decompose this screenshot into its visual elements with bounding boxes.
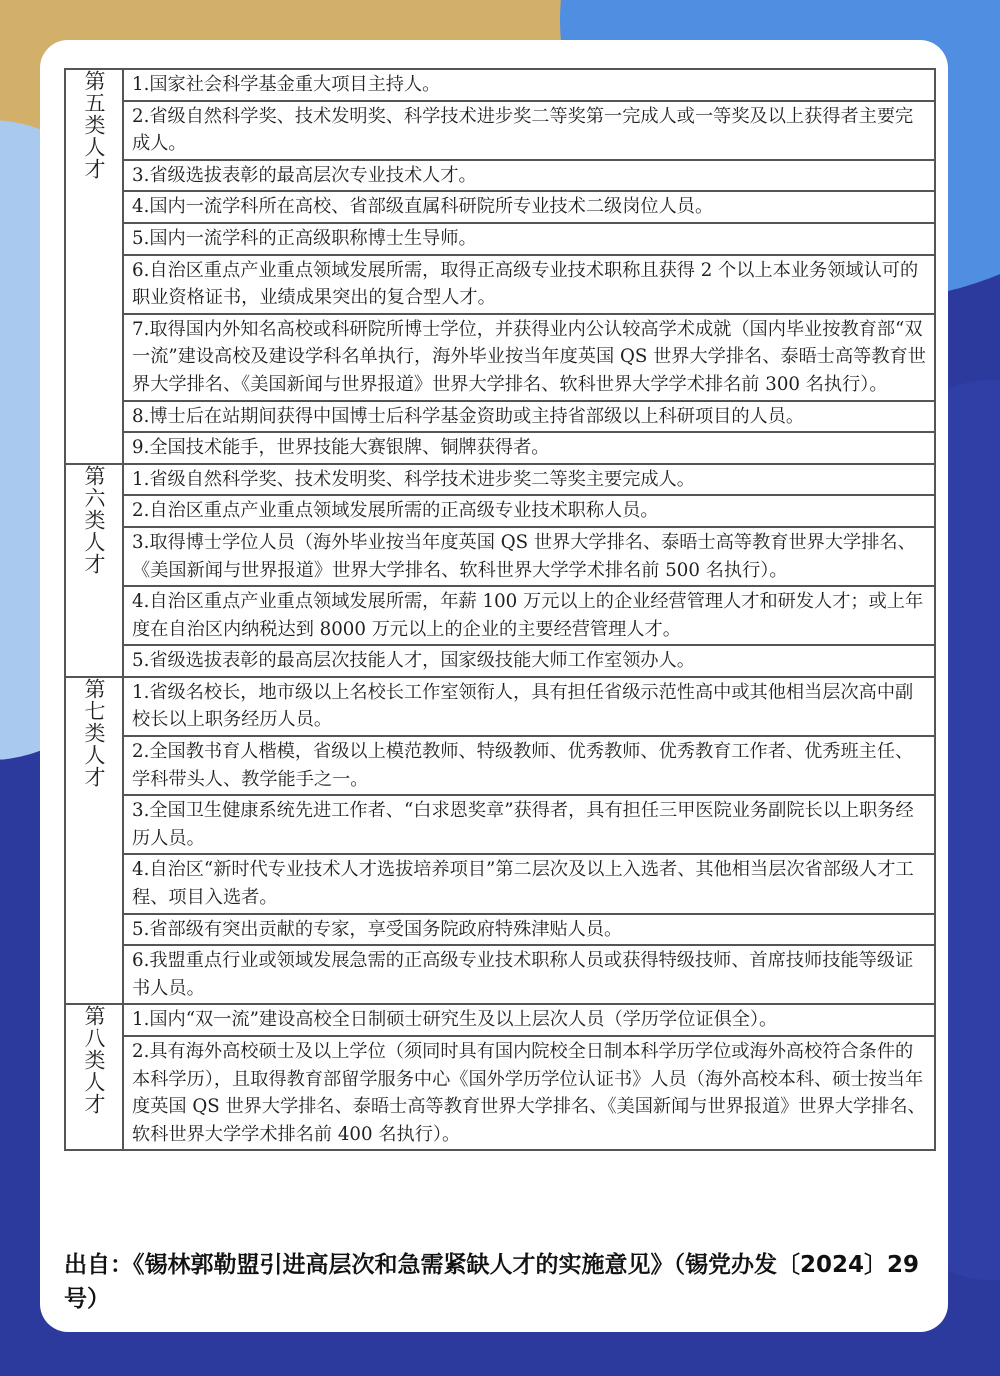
table-row [65,191,935,223]
table-row [65,401,935,433]
table-row [65,1004,935,1036]
criteria-item: 3.省级选拔表彰的最高层次专业技术人才。 [123,160,935,192]
criteria-item: 5.省级选拔表彰的最高层次技能人才，国家级技能大师工作室领办人。 [123,645,935,677]
category-label: 第五类人才 [82,70,106,180]
criteria-item: 7.取得国内外知名高校或科研院所博士学位，并获得业内公认较高学术成就（国内毕业按教育部“双一流”建设高校及建设学科名单执行，海外毕业按当年度英国 QS 世界大学排名、泰晤士高等教育世界大学排名、《美国新闻与世界报道》世界大学排名、软科世界大学学术排名前 300 名执行）。 [123,314,935,401]
criteria-item: 9.全国技术能手，世界技能大赛银牌、铜牌获得者。 [123,432,935,464]
criteria-item: 5.国内一流学科的正高级职称博士生导师。 [123,223,935,255]
table-row [65,1036,935,1150]
table-row [65,314,935,401]
criteria-item: 8.博士后在站期间获得中国博士后科学基金资助或主持省部级以上科研项目的人员。 [123,401,935,433]
criteria-item: 3.全国卫生健康系统先进工作者、“白求恩奖章”获得者，具有担任三甲医院业务副院长以上职务经历人员。 [123,795,935,854]
criteria-item: 3.取得博士学位人员（海外毕业按当年度英国 QS 世界大学排名、泰晤士高等教育世界大学排名、《美国新闻与世界报道》世界大学排名、软科世界大学学术排名前 500 名执行）。 [123,527,935,586]
table-row [65,69,935,101]
criteria-item: 1.国内“双一流”建设高校全日制硕士研究生及以上层次人员（学历学位证俱全）。 [123,1004,935,1036]
table-row [65,527,935,586]
criteria-item: 6.自治区重点产业重点领域发展所需，取得正高级专业技术职称且获得 2 个以上本业务领域认可的职业资格证书，业绩成果突出的复合型人才。 [123,255,935,314]
criteria-item: 1.省级名校长，地市级以上名校长工作室领衔人，具有担任省级示范性高中或其他相当层次高中副校长以上职务经历人员。 [123,677,935,736]
table-row [65,432,935,464]
criteria-item: 4.自治区重点产业重点领域发展所需，年薪 100 万元以上的企业经营管理人才和研发人才；或上年度在自治区内纳税达到 8000 万元以上的企业的主要经营管理人才。 [123,586,935,645]
table-row [65,586,935,645]
policy-table-wrapper [64,68,936,1151]
category-label-cell [65,1004,123,1150]
document-card [40,40,948,1332]
category-label: 第八类人才 [82,1005,106,1116]
criteria-item: 6.我盟重点行业或领域发展急需的正高级专业技术职称人员或获得特级技师、首席技师技能等级证书人员。 [123,945,935,1004]
category-label-cell [65,677,123,1005]
table-row [65,645,935,677]
source-citation: 出自：《锡林郭勒盟引进高层次和急需紧缺人才的实施意见》（锡党办发〔2024〕29号） [64,1252,920,1312]
table-row [65,255,935,314]
category-label: 第六类人才 [82,464,106,575]
criteria-item: 2.省级自然科学奖、技术发明奖、科学技术进步奖二等奖第一完成人或一等奖及以上获得者主要完成人。 [123,101,935,160]
category-label: 第七类人才 [82,677,106,788]
table-row [65,677,935,736]
criteria-item: 2.具有海外高校硕士及以上学位（须同时具有国内院校全日制本科学历学位或海外高校符合条件的本科学历），且取得教育部留学服务中心《国外学历学位认证书》人员（海外高校本科、硕士按当年度英国 QS 世界大学排名、泰晤士高等教育世界大学排名、《美国新闻与世界报道》世界大学排名、软科世界大学学术排名前 400 名执行）。 [123,1036,935,1150]
table-row [65,160,935,192]
table-row [65,101,935,160]
table-row [65,223,935,255]
criteria-item: 1.省级自然科学奖、技术发明奖、科学技术进步奖二等奖主要完成人。 [123,464,935,496]
criteria-item: 1.国家社会科学基金重大项目主持人。 [123,69,935,101]
category-label-cell [65,69,123,464]
table-row [65,495,935,527]
criteria-item: 2.自治区重点产业重点领域发展所需的正高级专业技术职称人员。 [123,495,935,527]
table-row [65,854,935,913]
table-row [65,945,935,1004]
table-row [65,736,935,795]
talent-category-table [64,68,936,1151]
criteria-item: 2.全国教书育人楷模，省级以上模范教师、特级教师、优秀教师、优秀教育工作者、优秀班主任、学科带头人、教学能手之一。 [123,736,935,795]
criteria-item: 5.省部级有突出贡献的专家，享受国务院政府特殊津贴人员。 [123,914,935,946]
category-label-cell [65,464,123,677]
table-row [65,795,935,854]
table-row [65,464,935,496]
criteria-item: 4.自治区“新时代专业技术人才选拔培养项目”第二层次及以上入选者、其他相当层次省部级人才工程、项目入选者。 [123,854,935,913]
criteria-item: 4.国内一流学科所在高校、省部级直属科研院所专业技术二级岗位人员。 [123,191,935,223]
table-row [65,914,935,946]
